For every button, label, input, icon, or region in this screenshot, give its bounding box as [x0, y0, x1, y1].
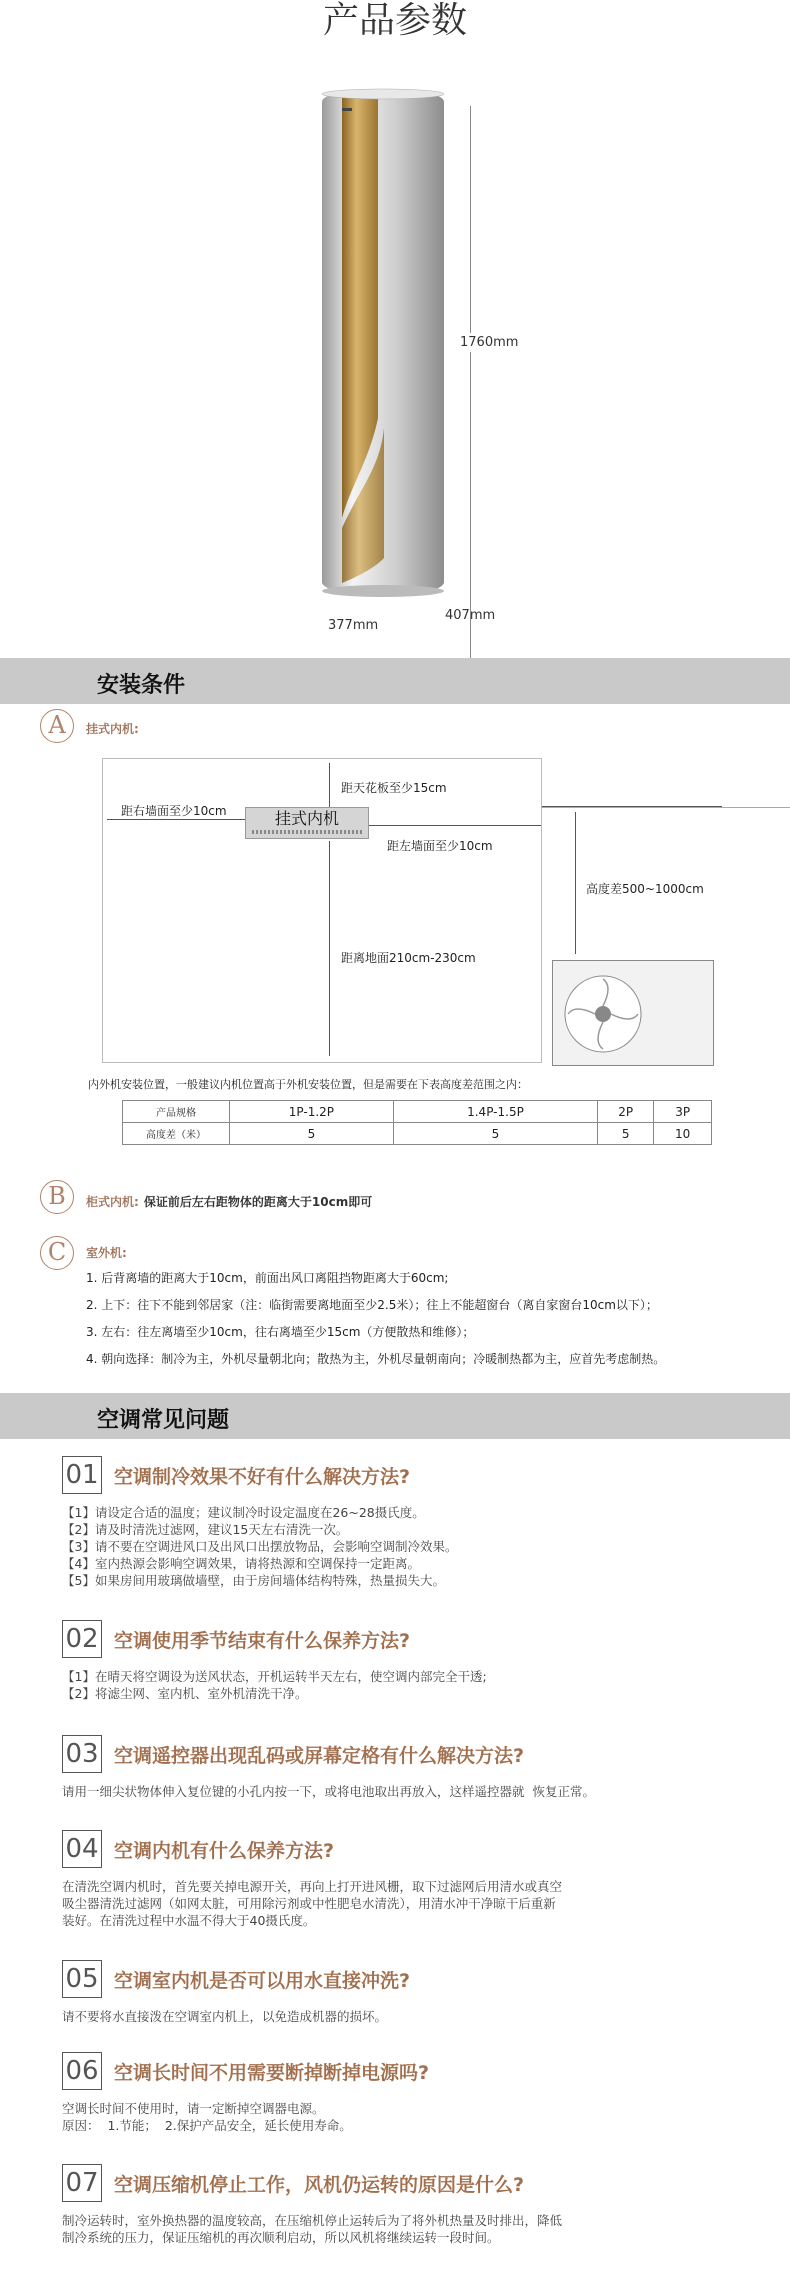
- faq-question: 空调内机有什么保养方法?: [114, 1839, 335, 1862]
- faq-number: 02: [62, 1620, 102, 1658]
- wall-unit-label: 挂式内机:: [86, 722, 139, 736]
- cabinet-unit-text: 保证前后左右距物体的距离大于10cm即可: [143, 1195, 373, 1209]
- left-wall-distance: 距左墙面至少10cm: [387, 839, 493, 853]
- faq-number: 05: [62, 1960, 102, 1998]
- air-conditioner-image: [320, 88, 446, 598]
- table-cell: 1.4P-1.5P: [393, 1101, 597, 1123]
- install-section-bar: [0, 658, 790, 704]
- marker-c: C: [40, 1236, 74, 1270]
- faq-section-title: 空调常见问题: [97, 1408, 230, 1433]
- page-title: 产品参数: [322, 0, 467, 41]
- indoor-unit-box: [245, 807, 369, 839]
- list-item: 2. 上下：往下不能到邻居家（注：临街需要离地面至少2.5米）；往上不能超窗台（离自家窗台10cm以下）；: [86, 1298, 658, 1312]
- fan-icon: [553, 961, 715, 1067]
- answer-line: 制冷系统的压力，保证压缩机的再次顺利启动，所以风机将继续运转一段时间。: [62, 2230, 500, 2245]
- faq-question: 空调压缩机停止工作，风机仍运转的原因是什么?: [114, 2173, 525, 2196]
- table-row: [123, 1101, 712, 1123]
- height-diff-table: [122, 1100, 712, 1145]
- faq-item: [62, 1456, 762, 1589]
- faq-question: 空调遥控器出现乱码或屏幕定格有什么解决方法?: [114, 1744, 525, 1767]
- faq-answer: [62, 2212, 762, 2246]
- faq-item: [62, 1960, 762, 2025]
- height-dimension-line: [470, 106, 471, 678]
- indoor-unit-label: 挂式内机: [274, 809, 339, 828]
- faq-answer: [62, 2100, 762, 2134]
- faq-item: [62, 2052, 762, 2134]
- right-wall-distance: 距右墙面至少10cm: [121, 804, 227, 818]
- table-cell: 3P: [654, 1101, 712, 1123]
- faq-item: [62, 1620, 762, 1702]
- table-cell: 2P: [598, 1101, 654, 1123]
- faq-answer: [62, 1878, 762, 1929]
- answer-line: 【4】室内热源会影响空调效果，请将热源和空调保持一定距离。: [62, 1556, 420, 1571]
- table-cell: 10: [654, 1123, 712, 1145]
- answer-line: 【1】在晴天将空调设为送风状态，开机运转半天左右，使空调内部完全干透;: [62, 1669, 487, 1684]
- faq-answer: [62, 2008, 762, 2025]
- height-diff-line: [575, 812, 576, 954]
- table-cell: 1P-1.2P: [230, 1101, 394, 1123]
- faq-number: 04: [62, 1830, 102, 1868]
- outdoor-unit-image: [552, 960, 714, 1066]
- answer-line: 【3】请不要在空调进风口及出风口出摆放物品，会影响空调制冷效果。: [62, 1539, 458, 1554]
- answer-line: 吸尘器清洗过滤网（如网太脏，可用除污剂或中性肥皂水清洗），用清水冲干净晾干后重新: [62, 1896, 556, 1911]
- answer-line: 在清洗空调内机时，首先要关掉电源开关，再向上打开进风栅，取下过滤网后用清水或真空: [62, 1879, 563, 1894]
- faq-number: 06: [62, 2052, 102, 2090]
- cabinet-unit-row: [86, 1191, 372, 1210]
- installation-diagram: [102, 758, 542, 1063]
- product-figure: [0, 88, 790, 648]
- table-cell: 5: [393, 1123, 597, 1145]
- marker-b: B: [40, 1180, 74, 1214]
- list-item: 4. 朝向选择：制冷为主，外机尽量朝北向；散热为主，外机尽量朝南向；冷暖制热都为主，应首先考虑制热。: [86, 1352, 666, 1366]
- upper-reference-line: [542, 806, 722, 807]
- answer-line: 【1】请设定合适的温度；建议制冷时设定温度在26~28摄氏度。: [62, 1505, 425, 1520]
- cabinet-unit-label: 柜式内机:: [86, 1195, 139, 1209]
- table-cell: 产品规格: [123, 1101, 230, 1123]
- ceiling-distance: 距天花板至少15cm: [341, 781, 447, 795]
- faq-item: [62, 1830, 762, 1929]
- outdoor-unit-label: 室外机:: [86, 1246, 127, 1260]
- answer-line: 【2】将滤尘网、室内机、室外机清洗干净。: [62, 1686, 308, 1701]
- depth-label: 407mm: [445, 608, 496, 623]
- table-cell: 高度差（米）: [123, 1123, 230, 1145]
- faq-answer: [62, 1504, 762, 1589]
- height-label: 1760mm: [460, 335, 519, 350]
- table-cell: 5: [230, 1123, 394, 1145]
- faq-question: 空调使用季节结束有什么保养方法?: [114, 1629, 411, 1652]
- answer-line: 空调长时间不使用时，请一定断掉空调器电源。: [62, 2101, 325, 2116]
- height-difference: 高度差500~1000cm: [586, 882, 704, 896]
- faq-number: 07: [62, 2164, 102, 2202]
- faq-question: 空调长时间不用需要断掉断掉电源吗?: [114, 2061, 430, 2084]
- faq-item: [62, 1735, 762, 1800]
- outdoor-unit-list: [86, 1265, 665, 1373]
- faq-number: 03: [62, 1735, 102, 1773]
- install-section-title: 安装条件: [97, 673, 186, 698]
- list-item: 3. 左右：往左离墙至少10cm，往右离墙至少15cm（方便散热和维修）；: [86, 1325, 475, 1339]
- height-note: 内外机安装位置，一般建议内机位置高于外机安装位置，但是需要在下表高度差范围之内：: [88, 1078, 528, 1091]
- table-cell: 5: [598, 1123, 654, 1145]
- floor-distance: 距离地面210cm-230cm: [341, 951, 476, 965]
- answer-line: 原因： 1.节能； 2.保护产品安全，延长使用寿命。: [62, 2118, 352, 2133]
- faq-section-bar: [0, 1393, 790, 1439]
- answer-line: 装好。在清洗过程中水温不得大于40摄氏度。: [62, 1913, 316, 1928]
- faq-answer: [62, 1668, 762, 1702]
- answer-line: 制冷运转时，室外换热器的温度较高，在压缩机停止运转后为了将外机热量及时排出，降低: [62, 2213, 563, 2228]
- marker-a: A: [40, 709, 74, 743]
- answer-line: 【2】请及时清洗过滤网，建议15天左右清洗一次。: [62, 1522, 349, 1537]
- table-row: [123, 1123, 712, 1145]
- answer-line: 请不要将水直接泼在空调室内机上，以免造成机器的损坏。: [62, 2009, 388, 2024]
- faq-question: 空调制冷效果不好有什么解决方法?: [114, 1465, 411, 1488]
- answer-line: 【5】如果房间用玻璃做墙壁，由于房间墙体结构特殊，热量损失大。: [62, 1573, 445, 1588]
- answer-line: 请用一细尖状物体伸入复位键的小孔内按一下，或将电池取出再放入，这样遥控器就 恢复正常。: [62, 1784, 595, 1799]
- faq-question: 空调室内机是否可以用水直接冲洗?: [114, 1969, 411, 1992]
- width-label: 377mm: [328, 618, 379, 633]
- list-item: 1. 后背离墙的距离大于10cm，前面出风口离阻挡物距离大于60cm;: [86, 1271, 449, 1285]
- faq-item: [62, 2164, 762, 2246]
- faq-number: 01: [62, 1456, 102, 1494]
- faq-answer: [62, 1783, 762, 1800]
